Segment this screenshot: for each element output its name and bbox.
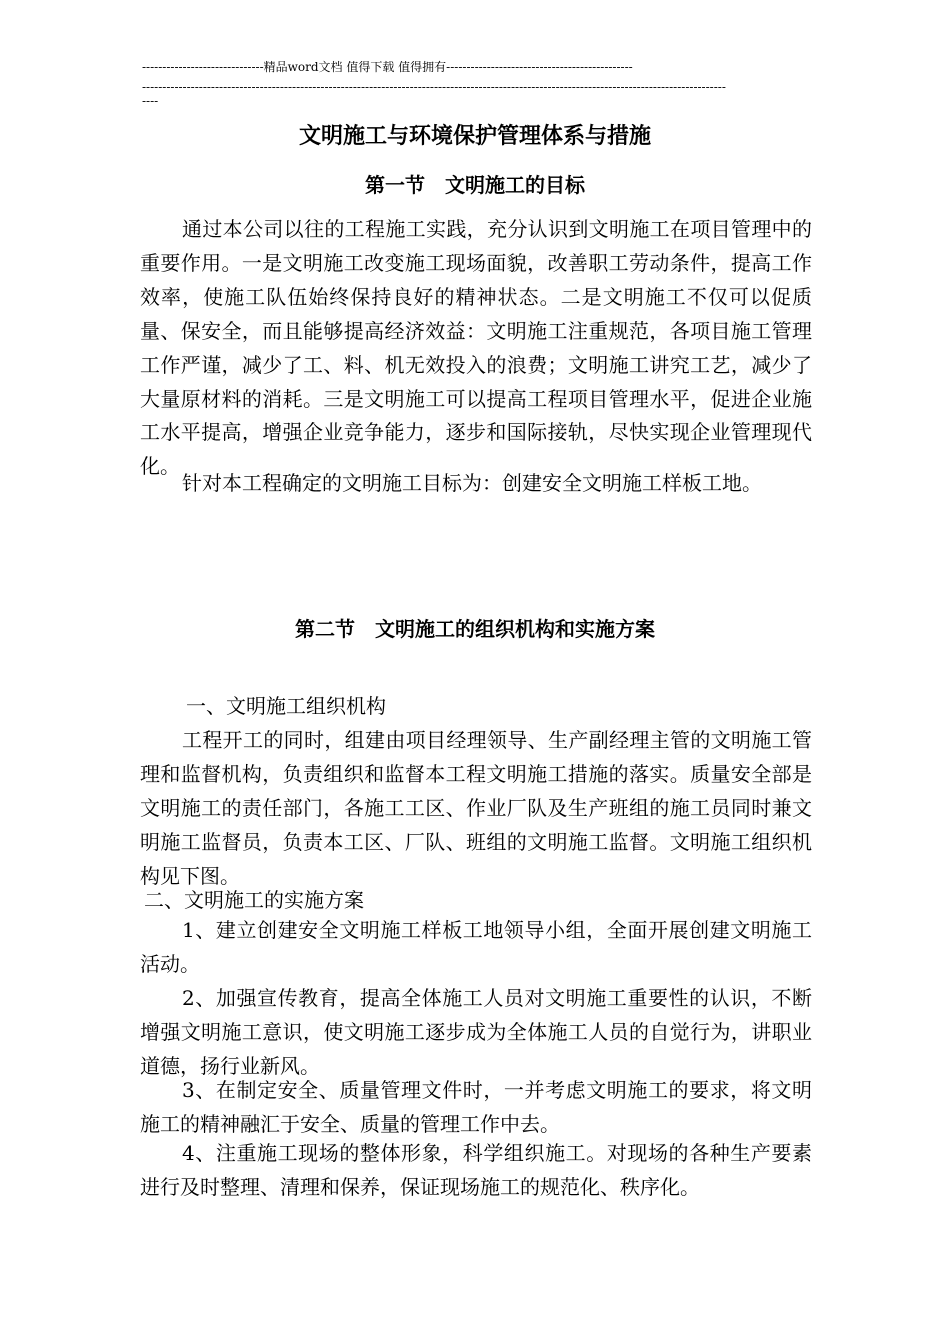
page-header: ------------------------------精品word文档 值得下载 值得拥有---------------------------------------------- <box>142 60 633 74</box>
header-separator: ------------------------------------------------------------------------------------------------------------------------------------------------ <box>142 80 726 94</box>
section2-item-2: 2、加强宣传教育，提高全体施工人员对文明施工重要性的认识，不断增强文明施工意识，使文明施工逐步成为全体施工人员的自觉行为，讲职业道德，扬行业新风。 <box>140 986 812 1078</box>
section1-title: 第一节 文明施工的目标 <box>365 173 585 197</box>
section1-paragraph-1: 通过本公司以往的工程施工实践，充分认识到文明施工在项目管理中的重要作用。一是文明施工改变施工现场面貌，改善职工劳动条件，提高工作效率，使施工队伍始终保持良好的精神状态。二是文明施工不仅可以促质量、保安全，而且能够提高经济效益：文明施工注重规范，各项目施工管理工作严谨，减少了工、料、机无效投入的浪费；文明施工讲究工艺，减少了大量原材料的消耗。三是文明施工可以提高工程项目管理水平，促进企业施工水平提高，增强企业竞争能力，逐步和国际接轨，尽快实现企业管理现代化。 <box>140 217 812 479</box>
section2-item-4: 4、注重施工现场的整体形象，科学组织施工。对现场的各种生产要素进行及时整理、清理和保养，保证现场施工的规范化、秩序化。 <box>140 1141 812 1199</box>
section2-paragraph-1: 工程开工的同时，组建由项目经理领导、生产副经理主管的文明施工管理和监督机构，负责组织和监督本工程文明施工措施的落实。质量安全部是文明施工的责任部门，各施工工区、作业厂队及生产班组的施工员同时兼文明施工监督员，负责本工区、厂队、班组的文明施工监督。文明施工组织机构见下图。 <box>140 728 812 888</box>
section2-subheading-1: 一、文明施工组织机构 <box>186 694 386 718</box>
document-title: 文明施工与环境保护管理体系与措施 <box>298 123 651 149</box>
section2-subheading-2: 二、文明施工的实施方案 <box>144 888 364 912</box>
section1-paragraph-2: 针对本工程确定的文明施工目标为：创建安全文明施工样板工地。 <box>182 471 762 495</box>
section2-item-1: 1、建立创建安全文明施工样板工地领导小组，全面开展创建文明施工活动。 <box>140 918 812 976</box>
section2-title: 第二节 文明施工的组织机构和实施方案 <box>295 617 655 641</box>
header-separator-tail: ---- <box>142 94 159 108</box>
section2-item-3: 3、在制定安全、质量管理文件时，一并考虑文明施工的要求，将文明施工的精神融汇于安全、质量的管理工作中去。 <box>140 1078 812 1136</box>
